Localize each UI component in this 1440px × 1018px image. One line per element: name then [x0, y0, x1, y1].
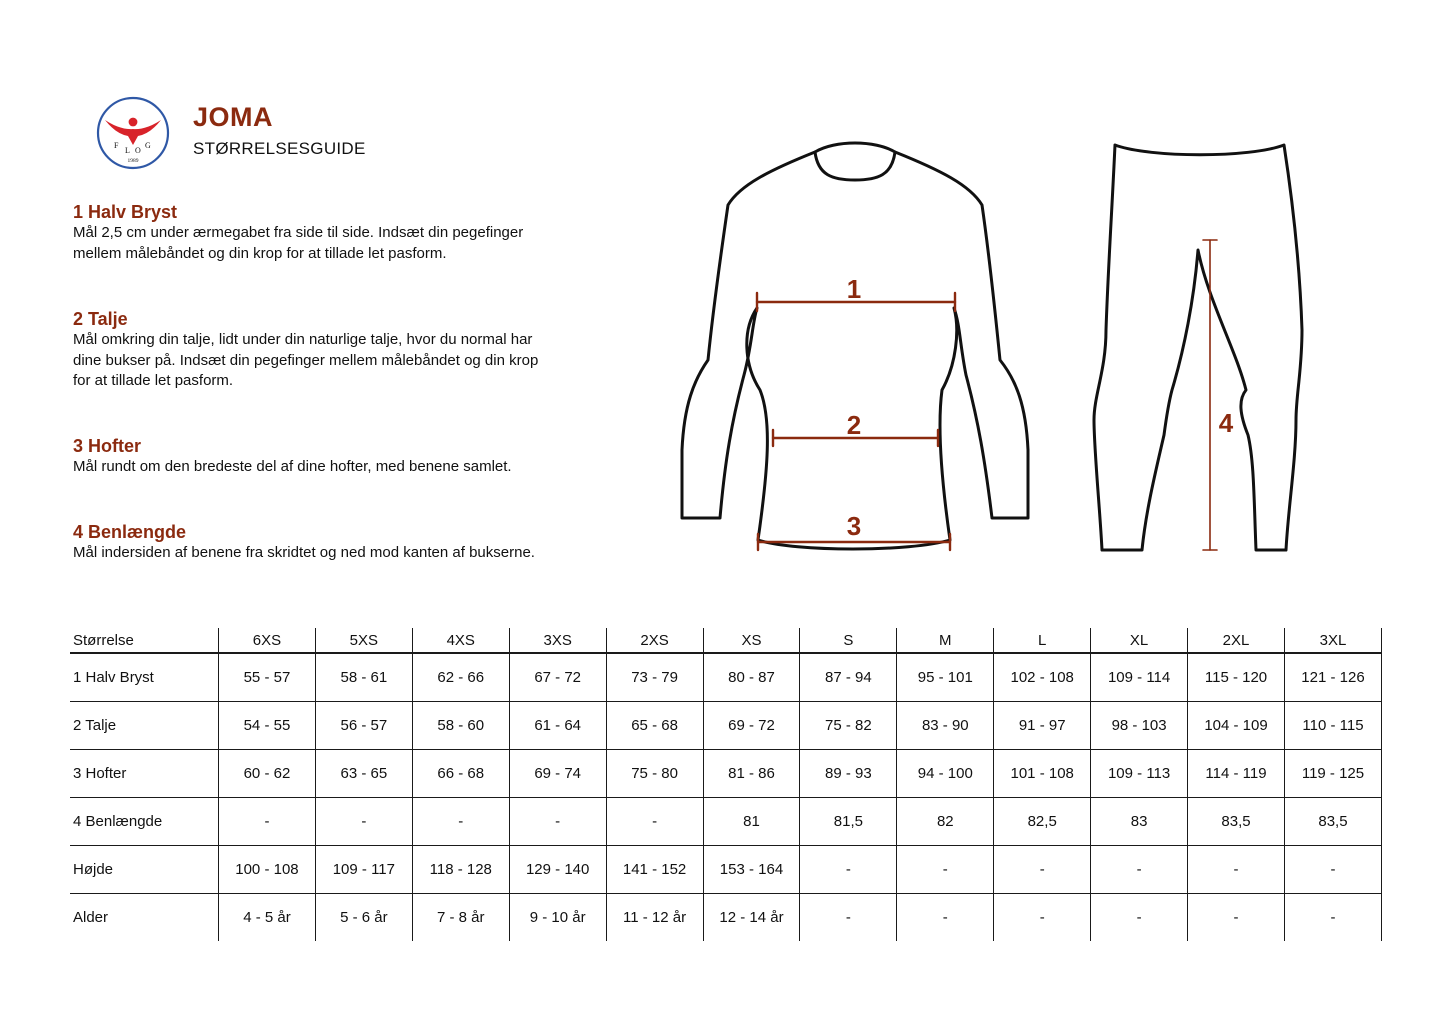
guide-hips-title: 3 Hofter [73, 436, 142, 456]
table-cell: 69 - 72 [703, 702, 800, 750]
table-cell: 83,5 [1284, 798, 1381, 846]
guide-chest-title: 1 Halv Bryst [73, 202, 178, 222]
table-cell: 82 [897, 798, 994, 846]
table-cell: 91 - 97 [994, 702, 1091, 750]
table-cell: 109 - 117 [315, 846, 412, 894]
table-cell: 141 - 152 [606, 846, 703, 894]
guide-waist-line: for at tillade let pasform. [73, 372, 234, 389]
table-cell: 58 - 61 [315, 653, 412, 702]
table-cell: - [412, 798, 509, 846]
table-cell: 60 - 62 [219, 750, 316, 798]
table-cell: 54 - 55 [219, 702, 316, 750]
table-cell: 83,5 [1188, 798, 1285, 846]
table-cell: 73 - 79 [606, 653, 703, 702]
table-cell: 114 - 119 [1188, 750, 1285, 798]
table-cell: 87 - 94 [800, 653, 897, 702]
table-cell: 82,5 [994, 798, 1091, 846]
logo-letter-l: L [125, 146, 130, 155]
row-label: 1 Halv Bryst [70, 653, 219, 702]
table-cell: 100 - 108 [219, 846, 316, 894]
table-cell: 56 - 57 [315, 702, 412, 750]
guide-inseam-line: Mål indersiden af benene fra skridtet og ned mod kanten af bukserne. [73, 544, 535, 561]
table-cell: 61 - 64 [509, 702, 606, 750]
table-cell: 12 - 14 år [703, 894, 800, 942]
table-cell: 75 - 82 [800, 702, 897, 750]
table-cell: 110 - 115 [1284, 702, 1381, 750]
measure-label-waist: 2 [846, 410, 862, 440]
table-row [70, 653, 1382, 702]
measure-label-chest: 1 [846, 274, 862, 304]
table-cell: 94 - 100 [897, 750, 994, 798]
table-row [70, 798, 1382, 846]
logo-letter-f: F [114, 141, 119, 150]
size-header-m: M [897, 628, 994, 653]
garment-diagram [660, 130, 1360, 570]
table-cell: - [1284, 894, 1381, 942]
guide-chest-line: Mål 2,5 cm under ærmegabet fra side til side. Indsæt din pegefinger [73, 224, 524, 241]
row-label: 2 Talje [70, 702, 219, 750]
size-header-6xs: 6XS [219, 628, 316, 653]
size-header-xl: XL [1091, 628, 1188, 653]
table-cell: - [219, 798, 316, 846]
table-cell: 81 - 86 [703, 750, 800, 798]
size-header-row [70, 628, 1382, 653]
table-cell: 63 - 65 [315, 750, 412, 798]
guide-hips [73, 435, 593, 478]
table-cell: 67 - 72 [509, 653, 606, 702]
table-cell: - [994, 846, 1091, 894]
table-cell: - [897, 894, 994, 942]
table-cell: - [800, 894, 897, 942]
table-cell: 115 - 120 [1188, 653, 1285, 702]
table-cell: 81,5 [800, 798, 897, 846]
table-cell: - [1188, 846, 1285, 894]
guide-inseam-title: 4 Benlængde [73, 522, 187, 542]
table-cell: 7 - 8 år [412, 894, 509, 942]
row-label: 4 Benlængde [70, 798, 219, 846]
table-row [70, 846, 1382, 894]
table-cell: 69 - 74 [509, 750, 606, 798]
table-cell: 104 - 109 [1188, 702, 1285, 750]
table-cell: - [606, 798, 703, 846]
table-cell: 75 - 80 [606, 750, 703, 798]
guide-chest-line: mellem målebåndet og din krop for at tillade let pasform. [73, 244, 447, 262]
shirt-neckline [815, 143, 895, 180]
table-cell: 66 - 68 [412, 750, 509, 798]
table-cell: - [509, 798, 606, 846]
size-table [70, 628, 1382, 941]
table-cell: 95 - 101 [897, 653, 994, 702]
brand-subtitle: STØRRELSESGUIDE [193, 139, 366, 158]
table-cell: 98 - 103 [1091, 702, 1188, 750]
logo-letter-o: O [135, 146, 141, 155]
table-cell: 62 - 66 [412, 653, 509, 702]
size-header-3xl: 3XL [1284, 628, 1381, 653]
logo-year: 1989 [127, 158, 139, 164]
guide-waist [73, 308, 593, 392]
table-cell: - [800, 846, 897, 894]
table-cell: 65 - 68 [606, 702, 703, 750]
size-header-2xs: 2XS [606, 628, 703, 653]
table-cell: 58 - 60 [412, 702, 509, 750]
logo-letter-g: G [145, 141, 151, 150]
table-cell: - [1284, 846, 1381, 894]
table-cell: 109 - 113 [1091, 750, 1188, 798]
table-cell: 102 - 108 [994, 653, 1091, 702]
brand-title: JOMA [193, 102, 274, 132]
size-header-3xs: 3XS [509, 628, 606, 653]
table-cell: 83 - 90 [897, 702, 994, 750]
table-cell: 9 - 10 år [509, 894, 606, 942]
size-header-4xs: 4XS [412, 628, 509, 653]
table-cell: 4 - 5 år [219, 894, 316, 942]
table-cell: 119 - 125 [1284, 750, 1381, 798]
guide-chest [73, 201, 593, 264]
table-cell: 11 - 12 år [606, 894, 703, 942]
logo-figure-head [129, 118, 138, 127]
size-table-body [70, 653, 1382, 941]
table-cell: - [1188, 894, 1285, 942]
guide-inseam [73, 521, 593, 564]
table-row [70, 702, 1382, 750]
table-cell: - [1091, 846, 1188, 894]
size-header-5xs: 5XS [315, 628, 412, 653]
table-cell: 55 - 57 [219, 653, 316, 702]
table-cell: 101 - 108 [994, 750, 1091, 798]
row-label: Alder [73, 909, 109, 926]
measure-label-inseam: 4 [1218, 408, 1234, 438]
table-cell: - [315, 798, 412, 846]
flog-logo [96, 96, 170, 170]
table-row [70, 750, 1382, 798]
table-corner-label: Størrelse [70, 628, 219, 653]
size-header-xs: XS [703, 628, 800, 653]
row-label: Højde [70, 846, 219, 894]
table-cell: 83 [1091, 798, 1188, 846]
table-cell: 118 - 128 [412, 846, 509, 894]
table-cell: - [994, 894, 1091, 942]
shirt-outline [682, 152, 1028, 549]
table-cell: 5 - 6 år [315, 894, 412, 942]
table-cell: 80 - 87 [703, 653, 800, 702]
pants-outline [1094, 145, 1302, 550]
guide-waist-line: Mål omkring din talje, lidt under din naturlige talje, hvor du normal har [73, 331, 533, 348]
table-cell: 81 [703, 798, 800, 846]
table-row [70, 894, 1382, 942]
size-header-l: L [994, 628, 1091, 653]
measure-label-hips: 3 [846, 511, 862, 541]
table-cell: 153 - 164 [703, 846, 800, 894]
table-cell: - [1091, 894, 1188, 942]
size-header-s: S [800, 628, 897, 653]
table-cell: 129 - 140 [509, 846, 606, 894]
table-cell: 109 - 114 [1091, 653, 1188, 702]
table-cell: 121 - 126 [1284, 653, 1381, 702]
size-header-2xl: 2XL [1188, 628, 1285, 653]
brand-header [193, 104, 366, 159]
guide-hips-line: Mål rundt om den bredeste del af dine hofter, med benene samlet. [73, 458, 512, 475]
table-cell: 89 - 93 [800, 750, 897, 798]
guide-waist-title: 2 Talje [73, 309, 128, 329]
guide-waist-line: dine bukser på. Indsæt din pegefinger mellem målebåndet og din krop [73, 351, 539, 369]
row-label: 3 Hofter [70, 750, 219, 798]
table-cell: - [897, 846, 994, 894]
